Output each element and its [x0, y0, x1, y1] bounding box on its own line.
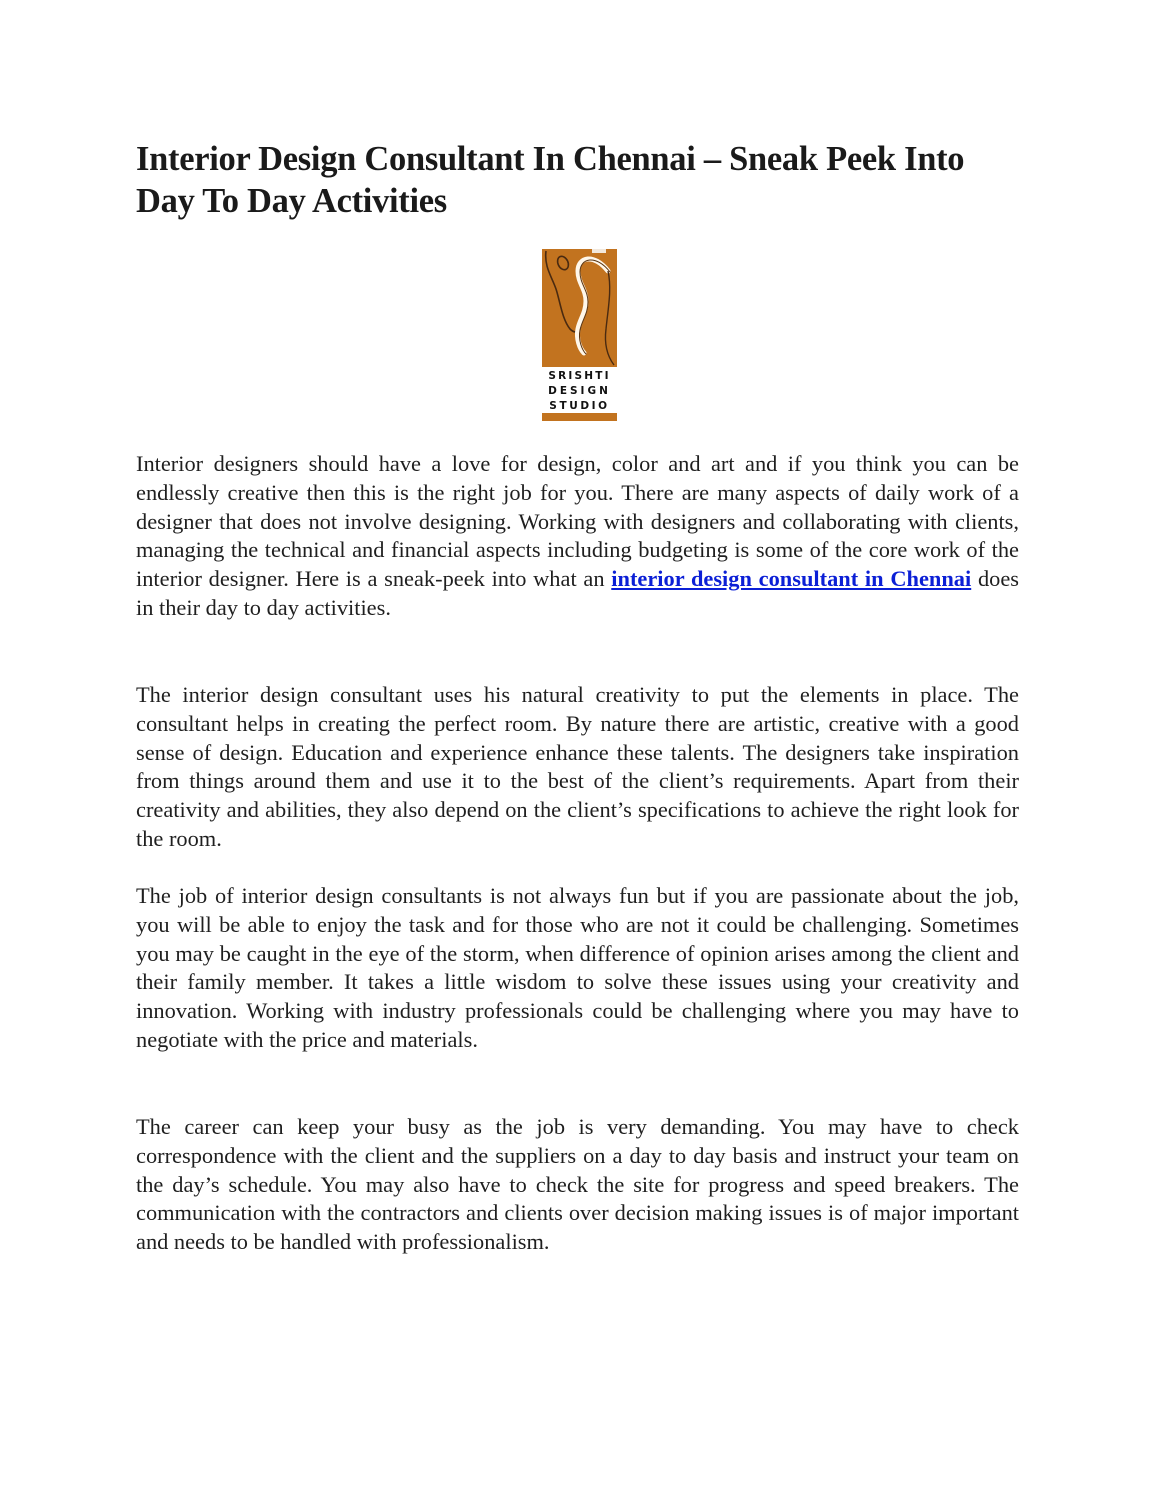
interior-design-consultant-link[interactable]: interior design consultant in Chennai [611, 566, 972, 592]
page-title: Interior Design Consultant In Chennai – Sneak Peek Into Day To Day Activities [136, 140, 965, 220]
paragraph-4: The career can keep your busy as the job is very demanding. You may have to check correspondence with the client and the suppliers on a day to day basis and instruct your team on the day’s schedule. You may also have to check the site for progress and speed breakers. The communication with the contractors and clients over decision making issues is of major important and needs to be handled with professionalism. [136, 1114, 1019, 1255]
logo-bottom-bar [542, 413, 617, 421]
logo-text-line-1: SRISHTI [548, 370, 611, 382]
srishti-design-studio-logo [542, 249, 617, 421]
paragraph-2: The interior design consultant uses his natural creativity to put the elements in place. The consultant helps in creating the perfect room. By nature there are artistic, creative with a good sense of design. Education and experience enhance these talents. The designers take inspiration from things around them and use it to the best of the client’s requirements. Apart from their creativity and abilities, they also depend on the client’s specifications to achieve the right look for the room. [136, 682, 1019, 851]
logo-text-line-3: STUDIO [549, 400, 610, 412]
logo-text-line-2: DESIGN [548, 385, 611, 397]
paragraph-1-text-before-link: Interior designers should have a love for design, color and art and if you think you can be endlessly creative then this is the right job for you. There are many aspects of daily work of a designer that does not involve designing. Working with designers and collaborating with clients, managing the technical and financial aspects including budgeting is some of the core work of the interior designer. Here is a sneak-peek into what an [136, 451, 1019, 592]
paragraph-3: The job of interior design consultants is not always fun but if you are passionate about the job, you will be able to enjoy the task and for those who are not it could be challenging. Sometimes you may be caught in the eye of the storm, when difference of opinion arises among the client and their family member. It takes a little wisdom to solve these issues using your creativity and innovation. Working with industry professionals could be challenging where you may have to negotiate with the price and materials. [136, 883, 1019, 1052]
paragraph-1-text-after-link: does in their day to day activities. [136, 566, 1019, 620]
paragraph-1 [136, 450, 1019, 623]
